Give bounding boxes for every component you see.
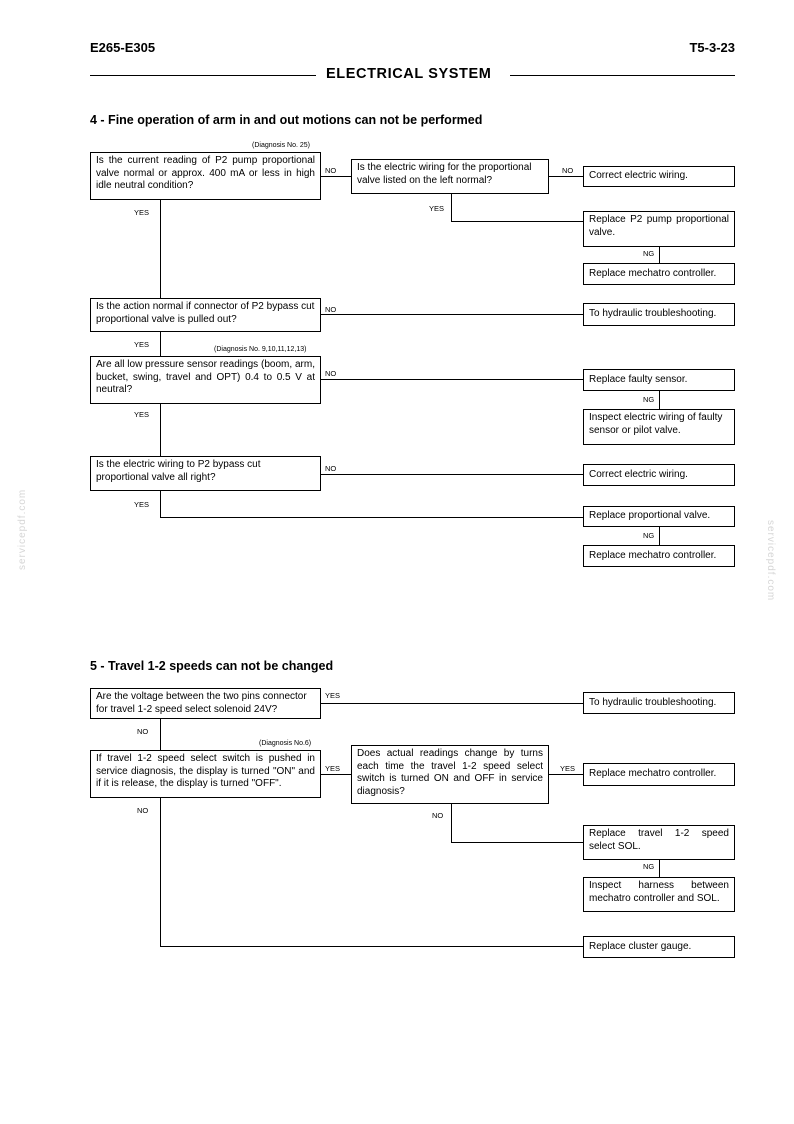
answer-no-label: NO [325, 464, 337, 473]
answer-ng-label: NG [643, 395, 655, 404]
connector-line [160, 797, 161, 946]
result-hydraulic-troubleshooting: To hydraulic troubleshooting. [583, 303, 735, 326]
question-switch-display: If travel 1-2 speed select switch is pushed in service diagnosis, the display is turned "ON" and if it is release, the display is turned "OFF". [90, 750, 321, 798]
diagnosis-ref: (Diagnosis No. 25) [252, 142, 310, 149]
answer-no-label: NO [137, 806, 149, 815]
question-actual-readings: Does actual readings change by turns each time the travel 1-2 speed select switch is turned ON and OFF in service diagnosis? [351, 745, 549, 804]
answer-no-label: NO [325, 305, 337, 314]
answer-yes-label: YES [134, 340, 150, 349]
answer-yes-label: YES [560, 764, 576, 773]
result-replace-mechatro: Replace mechatro controller. [583, 545, 735, 567]
connector-line [659, 526, 660, 546]
connector-line [451, 194, 452, 221]
section-5-title: 5 - Travel 1-2 speeds can not be changed [90, 659, 334, 673]
answer-ng-label: NG [643, 862, 655, 871]
question-bypass-connector: Is the action normal if connector of P2 bypass cut proportional valve is pulled out? [90, 298, 321, 332]
answer-yes-label: YES [134, 500, 150, 509]
connector-line [320, 379, 584, 380]
connector-line [659, 860, 660, 878]
answer-yes-label: YES [429, 204, 445, 213]
connector-line [160, 491, 161, 517]
connector-line [160, 200, 161, 300]
question-p2-pump-current: Is the current reading of P2 pump proportional valve normal or approx. 400 mA or less in high idle neutral condition? [90, 152, 321, 200]
result-replace-faulty-sensor: Replace faulty sensor. [583, 369, 735, 391]
diagnosis-ref: (Diagnosis No. 9,10,11,12,13) [214, 346, 307, 353]
question-solenoid-voltage: Are the voltage between the two pins connector for travel 1-2 speed select solenoid 24V? [90, 688, 321, 719]
connector-line [160, 517, 584, 518]
connector-line [659, 390, 660, 410]
diagnosis-ref: (Diagnosis No.6) [259, 740, 312, 747]
result-replace-mechatro: Replace mechatro controller. [583, 763, 735, 786]
page-title: ELECTRICAL SYSTEM [326, 66, 492, 82]
connector-line [451, 803, 452, 842]
result-replace-p2-valve: Replace P2 pump proportional valve. [583, 211, 735, 247]
connector-line [160, 718, 161, 751]
connector-line [320, 703, 584, 704]
result-correct-wiring: Correct electric wiring. [583, 166, 735, 187]
result-replace-cluster-gauge: Replace cluster gauge. [583, 936, 735, 958]
answer-ng-label: NG [643, 249, 655, 258]
question-low-pressure-sensors: Are all low pressure sensor readings (boom, arm, bucket, swing, travel and OPT) 0.4 to 0.5 V at neutral? [90, 356, 321, 404]
section-4-title: 4 - Fine operation of arm in and out motions can not be performed [90, 113, 483, 127]
connector-line [320, 314, 584, 315]
watermark-left: servicepdf.com [17, 488, 28, 570]
connector-line [451, 842, 584, 843]
answer-no-label: NO [137, 727, 149, 736]
connector-line [320, 474, 584, 475]
answer-yes-label: YES [134, 410, 150, 419]
model-code: E265-E305 [90, 40, 156, 55]
result-replace-speed-sol: Replace travel 1-2 speed select SOL. [583, 825, 735, 860]
answer-yes-label: YES [134, 208, 150, 217]
result-inspect-sensor-wiring: Inspect electric wiring of faulty sensor or pilot valve. [583, 409, 735, 445]
page-number: T5-3-23 [689, 40, 735, 55]
header-rule-right [510, 75, 735, 76]
connector-line [320, 176, 352, 177]
result-replace-proportional-valve: Replace proportional valve. [583, 506, 735, 527]
connector-line [160, 403, 161, 457]
connector-line [548, 176, 584, 177]
watermark-right: servicepdf.com [765, 520, 776, 602]
answer-no-label: NO [562, 166, 574, 175]
answer-no-label: NO [325, 166, 337, 175]
connector-line [659, 246, 660, 263]
connector-line [548, 774, 584, 775]
question-bypass-wiring: Is the electric wiring to P2 bypass cut proportional valve all right? [90, 456, 321, 491]
connector-line [160, 946, 584, 947]
result-hydraulic-troubleshooting: To hydraulic troubleshooting. [583, 692, 735, 714]
answer-yes-label: YES [325, 691, 341, 700]
answer-no-label: NO [325, 369, 337, 378]
answer-no-label: NO [432, 811, 444, 820]
result-inspect-harness: Inspect harness between mechatro controller and SOL. [583, 877, 735, 912]
connector-line [320, 774, 352, 775]
answer-ng-label: NG [643, 531, 655, 540]
question-wiring-normal: Is the electric wiring for the proportional valve listed on the left normal? [351, 159, 549, 194]
connector-line [160, 331, 161, 357]
header-rule-left [90, 75, 316, 76]
result-correct-wiring: Correct electric wiring. [583, 464, 735, 486]
connector-line [451, 221, 584, 222]
answer-yes-label: YES [325, 764, 341, 773]
result-replace-mechatro: Replace mechatro controller. [583, 263, 735, 285]
